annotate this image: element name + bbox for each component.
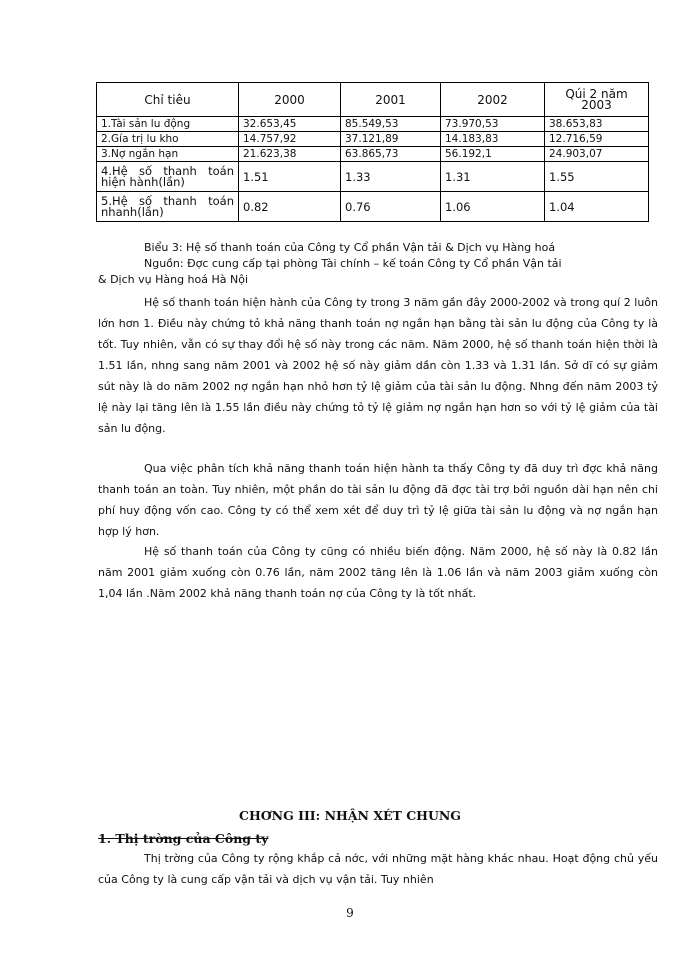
header-cell: Chỉ tiêu (97, 83, 239, 117)
body-paragraph: Thị trờng của Công ty rộng khắp cả nớc, với những mặt hàng khác nhau. Hoạt động chủ yếu của Công ty là cung cấp vận tải và dịch vụ vận tải. Tuy nhiên (98, 852, 658, 886)
table-row (97, 162, 649, 192)
row-label: 5.Hệ số thanh toán nhanh(lần) (97, 192, 239, 222)
body-paragraph: Hệ số thanh toán của Công ty cũng có nhiều biến động. Năm 2000, hệ số này là 0.82 lần năm 2001 giảm xuống còn 0.76 lần, năm 2002 tăng lên là 1.06 lần và năm 2003 giảm xuống còn 1,04 lần .Năm 2002 khả năng thanh toán nợ của Công ty là tốt nhất. (98, 545, 658, 600)
page-number: 9 (346, 906, 354, 920)
row-label: 1.Tài sản lu động (97, 117, 239, 132)
header-cell: 2000 (239, 83, 341, 117)
table-cell: 1.04 (545, 192, 649, 222)
body-paragraph: Hệ số thanh toán hiện hành của Công ty trong 3 năm gần đây 2000-2002 và trong quí 2 luôn lớn hơn 1. Điều này chứng tỏ khả năng thanh toán nợ ngắn hạn bằng tài sản lu động của Công ty là tốt. Tuy nhiên, vẫn có sự thay đổi hệ số này trong các năm. Năm 2000, hệ số thanh toán hiện thời là 1.51 lần, nhng sang năm 2001 và 2002 hệ số này giảm dần còn 1.33 và 1.31 lần. Sở dĩ có sự giảm sút này là do năm 2002 nợ ngắn hạn nhỏ hơn tỷ lệ giảm của tài sản lu động. Nhng đến năm 2003 tỷ lệ này lại tăng lên là 1.55 lần điều này chứng tỏ tỷ lệ giảm nợ ngắn hạn hơn so với tỷ lệ giảm của tài sản lu động. (98, 296, 658, 435)
table-cell: 38.653,83 (545, 117, 649, 132)
table-cell: 85.549,53 (341, 117, 441, 132)
financial-ratio-table (96, 82, 649, 222)
table-header-row (97, 83, 649, 117)
header-cell: Qúi 2 năm 2003 (545, 83, 649, 117)
table-cell: 56.192,1 (441, 147, 545, 162)
table-cell: 0.82 (239, 192, 341, 222)
table-cell: 21.623,38 (239, 147, 341, 162)
section-title: 1. Thị trờng của Công ty (98, 831, 269, 846)
table-cell: 73.970,53 (441, 117, 545, 132)
table-cell: 12.716,59 (545, 132, 649, 147)
row-label: 4.Hệ số thanh toán hiện hành(lần) (97, 162, 239, 192)
source-line-1: Nguồn: Đợc cung cấp tại phòng Tài chính – kế toán Công ty Cổ phần Vận tải (144, 257, 562, 270)
table-row (97, 132, 649, 147)
table-cell: 0.76 (341, 192, 441, 222)
source-line-2: & Dịch vụ Hàng hoá Hà Nội (98, 273, 249, 286)
table-cell: 1.31 (441, 162, 545, 192)
table-cell: 63.865,73 (341, 147, 441, 162)
table-cell: 1.33 (341, 162, 441, 192)
table-source (98, 256, 654, 288)
header-cell: 2002 (441, 83, 545, 117)
table-cell: 24.903,07 (545, 147, 649, 162)
chapter-title: CHƠNG III: NHẬN XÉT CHUNG (239, 808, 461, 823)
row-label: 2.Gía trị lu kho (97, 132, 239, 147)
table-cell: 14.183,83 (441, 132, 545, 147)
table-cell: 1.55 (545, 162, 649, 192)
table-caption: Biểu 3: Hệ số thanh toán của Công ty Cổ phần Vận tải & Dịch vụ Hàng hoá (144, 241, 556, 254)
body-paragraph: Qua việc phân tích khả năng thanh toán hiện hành ta thấy Công ty đã duy trì đợc khả năng thanh toán an toàn. Tuy nhiên, một phần do tài sản lu động đã đợc tài trợ bởi nguồn dài hạn nên chi phí huy động vốn cao. Công ty có thể xem xét để duy trì tỷ lệ giữa tài sản lu động và nợ ngắn hạn hợp lý hơn. (98, 462, 658, 538)
table-row (97, 147, 649, 162)
table-cell: 14.757,92 (239, 132, 341, 147)
row-label: 3.Nợ ngắn hạn (97, 147, 239, 162)
table-cell: 1.06 (441, 192, 545, 222)
table-cell: 37.121,89 (341, 132, 441, 147)
table-row (97, 117, 649, 132)
header-cell: 2001 (341, 83, 441, 117)
table-cell: 32.653,45 (239, 117, 341, 132)
table-cell: 1.51 (239, 162, 341, 192)
table-row (97, 192, 649, 222)
